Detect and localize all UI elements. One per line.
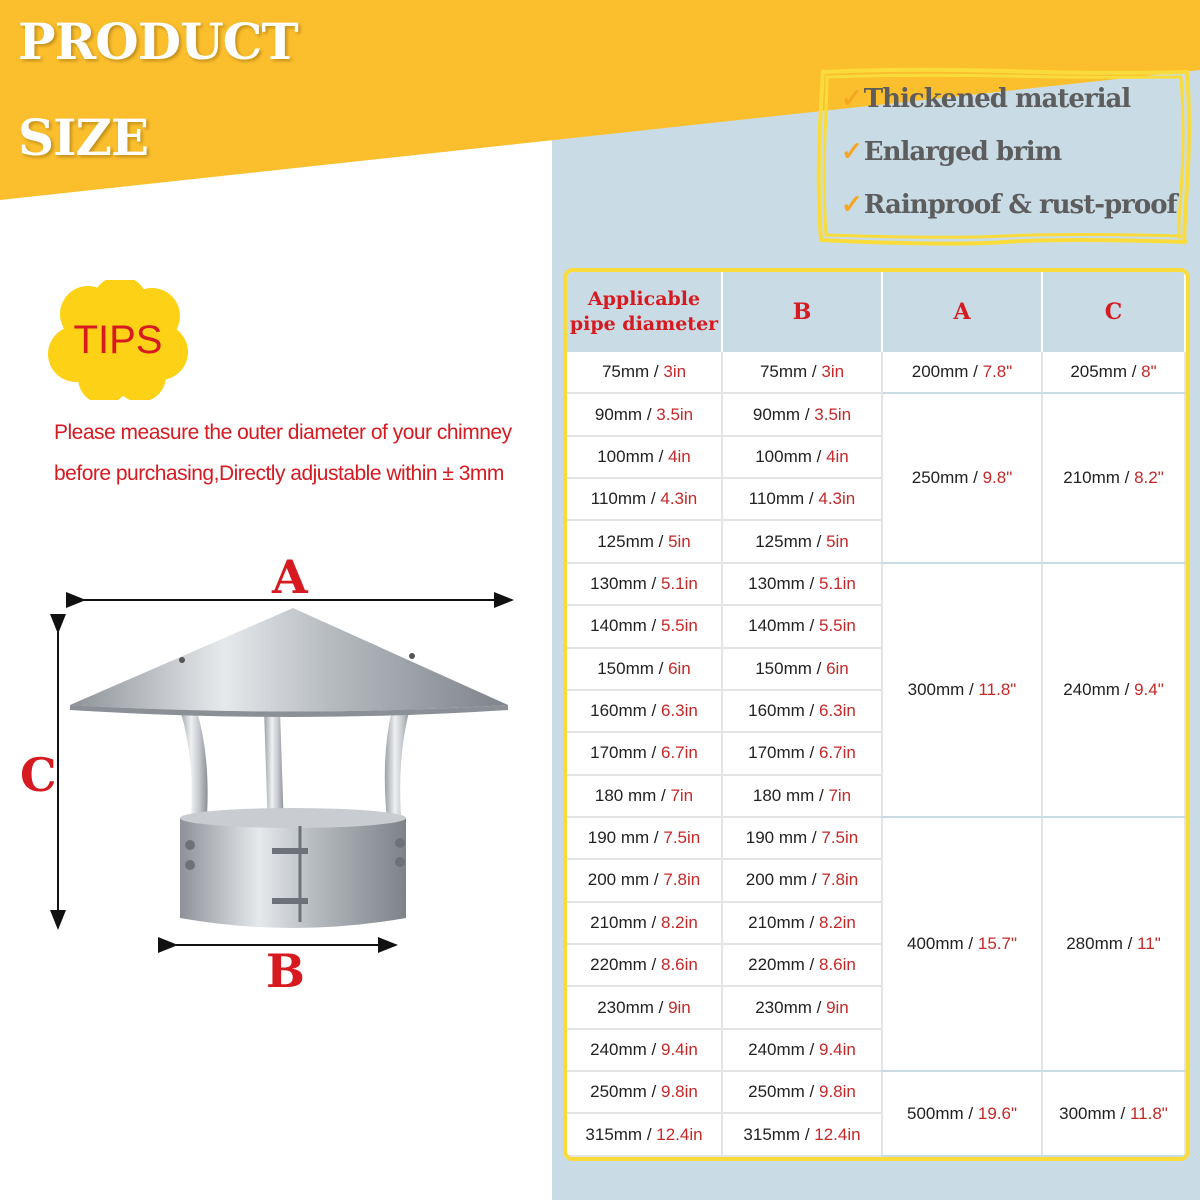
- feature-item: [841, 84, 1130, 114]
- c-size-cell: [1042, 352, 1185, 393]
- chimney-cap-illustration: [0, 540, 552, 1000]
- b-size-cell-mm: 90mm: [752, 404, 801, 424]
- pipe-diameter-cell-mm: 75mm: [601, 362, 650, 382]
- page-title-line1: PRODUCT: [18, 12, 298, 71]
- pipe-diameter-cell: [567, 859, 722, 901]
- pipe-diameter-cell-in: 8.2in: [660, 912, 698, 932]
- b-size-cell: [722, 690, 882, 732]
- table-row: [567, 563, 1185, 605]
- unit-separator: /: [804, 743, 819, 763]
- b-size-cell-mm: 75mm: [759, 362, 808, 382]
- b-size-cell-in: 8.6in: [818, 955, 856, 975]
- b-size-cell-mm: 125mm: [755, 531, 812, 551]
- pipe-diameter-cell: [567, 605, 722, 647]
- unit-separator: /: [964, 679, 979, 699]
- pipe-diameter-cell-mm: 250mm: [590, 1082, 647, 1102]
- pipe-diameter-cell-mm: 190 mm: [587, 828, 650, 848]
- a-size-cell: [882, 817, 1042, 1071]
- pipe-diameter-cell-in: 6.3in: [660, 701, 698, 721]
- unit-separator: /: [653, 997, 669, 1017]
- check-icon: ✓: [841, 84, 862, 114]
- b-size-cell: [722, 563, 882, 605]
- dimension-b-label: B: [266, 944, 305, 998]
- unit-separator: /: [646, 701, 661, 721]
- unit-separator: /: [642, 404, 657, 424]
- b-size-cell-in: 7.8in: [821, 870, 859, 890]
- pipe-diameter-cell-mm: 160mm: [590, 701, 647, 721]
- b-size-cell-mm: 220mm: [748, 955, 805, 975]
- a-size-cell-in: 15.7": [977, 934, 1017, 954]
- header-c: C: [1042, 272, 1185, 352]
- b-size-cell-mm: 160mm: [748, 701, 805, 721]
- unit-separator: /: [642, 1124, 657, 1144]
- pipe-diameter-cell-in: 5in: [668, 531, 691, 551]
- unit-separator: /: [804, 616, 819, 636]
- b-size-cell-mm: 230mm: [755, 997, 812, 1017]
- b-size-cell-mm: 180 mm: [752, 785, 815, 805]
- unit-separator: /: [1115, 1103, 1130, 1123]
- b-size-cell-in: 6.3in: [818, 701, 856, 721]
- unit-separator: /: [814, 785, 829, 805]
- unit-separator: /: [804, 912, 819, 932]
- pipe-diameter-cell-mm: 210mm: [590, 912, 647, 932]
- b-size-cell-in: 9in: [826, 997, 849, 1017]
- pipe-diameter-cell-mm: 240mm: [590, 1039, 647, 1059]
- b-size-cell: [722, 436, 882, 478]
- pipe-diameter-cell-mm: 90mm: [594, 404, 643, 424]
- product-diagram: [0, 540, 552, 1000]
- b-size-cell: [722, 1071, 882, 1113]
- pipe-diameter-cell-mm: 315mm: [585, 1124, 643, 1144]
- b-size-cell-mm: 190 mm: [745, 828, 808, 848]
- unit-separator: /: [646, 955, 661, 975]
- a-size-cell-in: 7.8": [982, 362, 1013, 382]
- unit-separator: /: [968, 362, 983, 382]
- dimension-a-label: A: [272, 550, 308, 604]
- pipe-diameter-cell-mm: 220mm: [590, 955, 647, 975]
- pipe-diameter-cell-mm: 200 mm: [587, 870, 650, 890]
- pipe-diameter-cell-in: 12.4in: [656, 1124, 703, 1144]
- pipe-diameter-cell: [567, 478, 722, 520]
- unit-separator: /: [800, 1124, 815, 1144]
- table-row: [567, 817, 1185, 859]
- pipe-diameter-cell-in: 9in: [668, 997, 691, 1017]
- unit-separator: /: [1122, 934, 1138, 954]
- b-size-cell-in: 4.3in: [818, 489, 856, 509]
- c-size-cell-mm: 280mm: [1066, 934, 1123, 954]
- pipe-diameter-cell-in: 8.6in: [660, 955, 698, 975]
- unit-separator: /: [646, 743, 661, 763]
- b-size-cell: [722, 1029, 882, 1071]
- tips-badge: [48, 280, 188, 400]
- table-row: [567, 352, 1185, 393]
- check-icon: ✓: [841, 190, 862, 220]
- b-size-cell-mm: 150mm: [755, 658, 812, 678]
- b-size-cell-in: 5.1in: [818, 573, 856, 593]
- c-size-cell-in: 11.8": [1129, 1103, 1168, 1123]
- pipe-diameter-cell: [567, 775, 722, 817]
- c-size-cell-in: 8": [1141, 362, 1157, 382]
- b-size-cell-mm: 130mm: [748, 573, 805, 593]
- a-size-cell-mm: 300mm: [907, 679, 965, 699]
- pipe-diameter-cell-in: 7.8in: [663, 870, 701, 890]
- pipe-diameter-cell-mm: 230mm: [597, 997, 654, 1017]
- b-size-cell: [722, 859, 882, 901]
- pipe-diameter-cell-in: 4.3in: [660, 489, 698, 509]
- feature-label: Enlarged brim: [863, 137, 1062, 167]
- b-size-cell-in: 9.4in: [818, 1039, 856, 1059]
- pipe-diameter-cell-in: 7.5in: [663, 828, 701, 848]
- page-title-line2: SIZE: [18, 108, 149, 167]
- c-size-cell: [1042, 393, 1185, 562]
- b-size-cell-mm: 140mm: [748, 616, 805, 636]
- b-size-cell: [722, 902, 882, 944]
- c-size-cell-mm: 240mm: [1063, 679, 1120, 699]
- pipe-diameter-cell: [567, 986, 722, 1028]
- b-size-cell-mm: 200 mm: [745, 870, 808, 890]
- pipe-diameter-cell-in: 3in: [663, 362, 687, 382]
- b-size-cell-in: 6.7in: [818, 743, 856, 763]
- c-size-cell: [1042, 817, 1185, 1071]
- b-size-cell-in: 7.5in: [821, 828, 859, 848]
- unit-separator: /: [968, 468, 983, 488]
- a-size-cell: [882, 352, 1042, 393]
- pipe-diameter-cell-in: 6in: [668, 658, 691, 678]
- unit-separator: /: [646, 489, 661, 509]
- a-size-cell-mm: 200mm: [911, 362, 969, 382]
- b-size-cell-in: 7in: [828, 785, 852, 805]
- b-size-cell-in: 4in: [826, 446, 849, 466]
- b-size-cell: [722, 393, 882, 435]
- c-size-cell-in: 11": [1137, 934, 1161, 954]
- feature-item: [841, 190, 1177, 220]
- b-size-cell: [722, 605, 882, 647]
- unit-separator: /: [646, 1039, 661, 1059]
- b-size-cell-in: 5in: [826, 531, 849, 551]
- unit-separator: /: [804, 955, 819, 975]
- b-size-cell-in: 12.4in: [814, 1124, 861, 1144]
- tips-note-line1: Please measure the outer diameter of your chimney: [54, 421, 512, 444]
- b-size-cell-mm: 250mm: [748, 1082, 805, 1102]
- b-size-cell: [722, 775, 882, 817]
- b-size-cell: [722, 1113, 882, 1156]
- b-size-cell: [722, 944, 882, 986]
- header-pipe-diameter: Applicable pipe diameter: [567, 272, 722, 352]
- unit-separator: /: [649, 828, 664, 848]
- pipe-diameter-cell-in: 5.5in: [660, 616, 698, 636]
- pipe-diameter-cell: [567, 648, 722, 690]
- pipe-diameter-cell: [567, 520, 722, 562]
- pipe-diameter-cell-mm: 130mm: [590, 573, 647, 593]
- pipe-diameter-cell: [567, 352, 722, 393]
- pipe-diameter-cell-mm: 100mm: [597, 446, 654, 466]
- unit-separator: /: [811, 446, 827, 466]
- pipe-diameter-cell-in: 6.7in: [660, 743, 698, 763]
- b-size-cell-mm: 210mm: [748, 912, 805, 932]
- pipe-diameter-cell: [567, 944, 722, 986]
- b-size-cell-in: 5.5in: [818, 616, 856, 636]
- check-icon: ✓: [841, 137, 862, 167]
- pipe-diameter-cell-in: 7in: [670, 785, 694, 805]
- tips-note-line2: before purchasing,Directly adjustable within ± 3mm: [54, 462, 504, 485]
- unit-separator: /: [646, 573, 661, 593]
- a-size-cell-mm: 400mm: [907, 934, 964, 954]
- b-size-cell-in: 3in: [821, 362, 845, 382]
- unit-separator: /: [653, 446, 669, 466]
- a-size-cell: [882, 563, 1042, 817]
- c-size-cell-mm: 300mm: [1059, 1103, 1116, 1123]
- table-body: [567, 352, 1185, 1156]
- features-box: [815, 66, 1193, 246]
- unit-separator: /: [653, 531, 669, 551]
- unit-separator: /: [656, 785, 671, 805]
- unit-separator: /: [1119, 468, 1135, 488]
- header-a: A: [882, 272, 1042, 352]
- b-size-cell: [722, 817, 882, 859]
- unit-separator: /: [811, 658, 827, 678]
- unit-separator: /: [649, 362, 664, 382]
- pipe-diameter-cell: [567, 563, 722, 605]
- pipe-diameter-cell-mm: 125mm: [597, 531, 654, 551]
- unit-separator: /: [800, 404, 815, 424]
- a-size-cell-in: 11.8": [978, 679, 1017, 699]
- b-size-cell-mm: 240mm: [748, 1039, 805, 1059]
- c-size-cell: [1042, 1071, 1185, 1156]
- pipe-diameter-cell: [567, 1029, 722, 1071]
- c-size-cell: [1042, 563, 1185, 817]
- pipe-diameter-cell-in: 9.4in: [660, 1039, 698, 1059]
- b-size-cell-mm: 110mm: [748, 489, 805, 509]
- b-size-cell-mm: 170mm: [748, 743, 805, 763]
- pipe-diameter-cell-mm: 170mm: [590, 743, 647, 763]
- pipe-diameter-cell-in: 3.5in: [656, 404, 694, 424]
- pipe-diameter-cell: [567, 817, 722, 859]
- b-size-cell: [722, 520, 882, 562]
- size-table: [563, 268, 1190, 1161]
- pipe-diameter-cell: [567, 436, 722, 478]
- table-header-row: [567, 272, 1185, 352]
- pipe-diameter-cell-mm: 150mm: [597, 658, 654, 678]
- pipe-diameter-cell-mm: 110mm: [590, 489, 647, 509]
- unit-separator: /: [646, 912, 661, 932]
- a-size-cell-in: 9.8": [982, 468, 1013, 488]
- feature-item: [841, 137, 1061, 167]
- unit-separator: /: [1119, 679, 1135, 699]
- unit-separator: /: [807, 870, 822, 890]
- unit-separator: /: [646, 616, 661, 636]
- unit-separator: /: [1127, 362, 1142, 382]
- header-b: B: [722, 272, 882, 352]
- unit-separator: /: [807, 828, 822, 848]
- unit-separator: /: [811, 997, 827, 1017]
- pipe-diameter-cell-mm: 180 mm: [594, 785, 657, 805]
- unit-separator: /: [646, 1082, 661, 1102]
- unit-separator: /: [963, 1103, 978, 1123]
- b-size-cell: [722, 478, 882, 520]
- pipe-diameter-cell: [567, 1071, 722, 1113]
- a-size-cell: [882, 1071, 1042, 1156]
- b-size-cell: [722, 648, 882, 690]
- a-size-cell-mm: 250mm: [911, 468, 969, 488]
- pipe-diameter-cell: [567, 732, 722, 774]
- pipe-diameter-cell: [567, 902, 722, 944]
- feature-label: Rainproof & rust-proof: [863, 190, 1177, 220]
- table-row: [567, 1071, 1185, 1113]
- b-size-cell: [722, 986, 882, 1028]
- b-size-cell-mm: 100mm: [755, 446, 812, 466]
- pipe-diameter-cell-mm: 140mm: [590, 616, 647, 636]
- unit-separator: /: [649, 870, 664, 890]
- feature-label: Thickened material: [863, 84, 1131, 114]
- dimension-c-label: C: [20, 748, 57, 802]
- unit-separator: /: [807, 362, 822, 382]
- pipe-diameter-cell-in: 9.8in: [660, 1082, 698, 1102]
- b-size-cell-mm: 315mm: [743, 1124, 801, 1144]
- b-size-cell-in: 3.5in: [814, 404, 852, 424]
- b-size-cell: [722, 352, 882, 393]
- c-size-cell-mm: 205mm: [1070, 362, 1127, 382]
- unit-separator: /: [804, 1039, 819, 1059]
- unit-separator: /: [963, 934, 978, 954]
- pipe-diameter-cell: [567, 393, 722, 435]
- b-size-cell-in: 8.2in: [818, 912, 856, 932]
- b-size-cell: [722, 732, 882, 774]
- tips-label: TIPS: [73, 318, 163, 362]
- c-size-cell-in: 9.4": [1134, 679, 1164, 699]
- unit-separator: /: [804, 489, 819, 509]
- unit-separator: /: [653, 658, 669, 678]
- pipe-diameter-cell: [567, 1113, 722, 1156]
- a-size-cell-in: 19.6": [977, 1103, 1017, 1123]
- a-size-cell-mm: 500mm: [907, 1103, 964, 1123]
- pipe-diameter-cell-in: 5.1in: [660, 573, 698, 593]
- table-row: [567, 393, 1185, 435]
- c-size-cell-in: 8.2": [1134, 468, 1164, 488]
- c-size-cell-mm: 210mm: [1063, 468, 1120, 488]
- pipe-diameter-cell-in: 4in: [668, 446, 691, 466]
- unit-separator: /: [811, 531, 827, 551]
- unit-separator: /: [804, 1082, 819, 1102]
- b-size-cell-in: 9.8in: [818, 1082, 856, 1102]
- pipe-diameter-cell: [567, 690, 722, 732]
- unit-separator: /: [804, 573, 819, 593]
- unit-separator: /: [804, 701, 819, 721]
- a-size-cell: [882, 393, 1042, 562]
- b-size-cell-in: 6in: [826, 658, 849, 678]
